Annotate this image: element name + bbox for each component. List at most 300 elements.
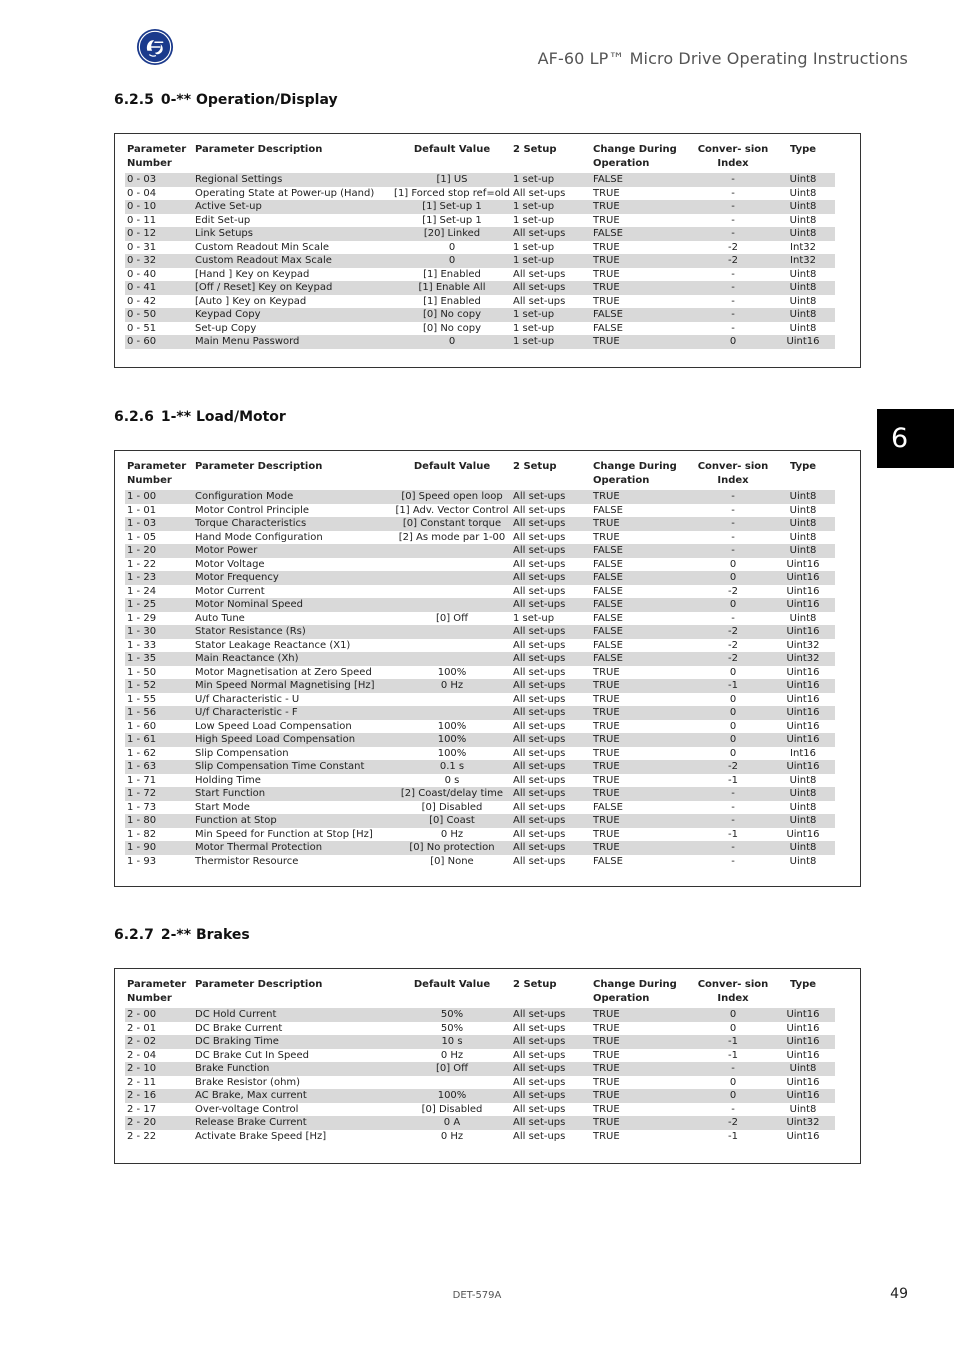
cell-parameter-number: 1 - 80 — [125, 814, 193, 828]
cell-setup: All set-ups — [513, 268, 566, 280]
cell-parameter-description: U/f Characteristic - U — [195, 693, 300, 705]
column-header-default-value: Default Value — [413, 979, 491, 990]
cell-default-value — [391, 585, 511, 599]
cell-setup: All set-ups — [511, 625, 591, 639]
cell-type: Uint8 — [789, 1103, 817, 1115]
cell-conversion-index: - — [731, 322, 735, 334]
table-row — [125, 214, 835, 228]
cell-default-value: 0 A — [391, 1116, 511, 1130]
cell-parameter-description: Motor Thermal Protection — [193, 841, 391, 855]
table-row — [125, 585, 835, 599]
cell-parameter-number: 1 - 25 — [125, 598, 193, 612]
cell-parameter-description: AC Brake, Max current — [193, 1089, 391, 1103]
cell-conversion-index: 0 — [695, 1008, 769, 1022]
cell-change-during-operation: TRUE — [593, 1130, 620, 1142]
cell-default-value: [0] No copy — [422, 322, 481, 334]
cell-change-during-operation: FALSE — [593, 639, 623, 651]
cell-type: Uint8 — [789, 774, 817, 786]
cell-type: Uint8 — [769, 814, 835, 828]
cell-parameter-description: Operating State at Power-up (Hand) — [195, 187, 375, 199]
cell-change-during-operation: TRUE — [591, 1116, 695, 1130]
cell-parameter-description: DC Brake Cut In Speed — [195, 1049, 309, 1061]
cell-conversion-index: - — [695, 281, 769, 295]
table-row — [125, 774, 835, 788]
cell-setup: All set-ups — [511, 706, 591, 720]
section-heading-brakes: 6.2.7 2-** Brakes — [114, 927, 250, 943]
cell-change-during-operation: TRUE — [591, 1062, 695, 1076]
cell-conversion-index: 0 — [729, 1076, 737, 1088]
cell-conversion-index: - — [695, 841, 769, 855]
cell-type: Uint8 — [769, 173, 835, 187]
cell-parameter-description: Activate Brake Speed [Hz] — [195, 1130, 327, 1142]
cell-conversion-index: - — [731, 214, 735, 226]
cell-parameter-description: Link Setups — [193, 227, 391, 241]
cell-parameter-description: U/f Characteristic - F — [193, 706, 391, 720]
cell-change-during-operation: TRUE — [593, 187, 620, 199]
cell-setup: All set-ups — [513, 585, 566, 597]
table-row — [125, 612, 835, 626]
cell-type: Uint16 — [769, 760, 835, 774]
cell-default-value: [2] As mode par 1-00 — [398, 531, 506, 543]
cell-parameter-number: 1 - 29 — [127, 612, 157, 624]
cell-conversion-index: - — [695, 517, 769, 531]
cell-default-value: [0] Off — [391, 1062, 511, 1076]
cell-default-value: [0] None — [430, 855, 474, 867]
cell-parameter-number: 1 - 62 — [127, 747, 157, 759]
cell-conversion-index: -1 — [728, 828, 738, 840]
cell-type: Uint16 — [786, 1022, 820, 1034]
table-row — [125, 490, 835, 504]
table-row — [125, 679, 835, 693]
cell-change-during-operation: FALSE — [591, 625, 695, 639]
cell-change-during-operation: TRUE — [591, 679, 695, 693]
cell-parameter-number: 1 - 22 — [127, 558, 157, 570]
cell-conversion-index: 0 — [729, 558, 737, 570]
cell-conversion-index: -2 — [728, 585, 738, 597]
cell-parameter-number: 1 - 82 — [127, 828, 157, 840]
cell-change-during-operation: TRUE — [593, 720, 620, 732]
cell-type: Uint8 — [769, 490, 835, 504]
cell-parameter-description: Release Brake Current — [193, 1116, 391, 1130]
cell-conversion-index: 0 — [729, 693, 737, 705]
cell-parameter-number: 2 - 16 — [125, 1089, 193, 1103]
cell-change-during-operation: TRUE — [591, 787, 695, 801]
table-row — [125, 187, 835, 201]
cell-parameter-number: 1 - 90 — [125, 841, 193, 855]
cell-parameter-number: 2 - 01 — [127, 1022, 157, 1034]
cell-type: Uint8 — [789, 855, 817, 867]
cell-parameter-description: Thermistor Resource — [195, 855, 299, 867]
cell-type: Int16 — [790, 747, 816, 759]
cell-parameter-description: Motor Magnetisation at Zero Speed — [195, 666, 372, 678]
cell-type: Uint16 — [786, 693, 820, 705]
cell-default-value — [391, 652, 511, 666]
cell-parameter-description: [Off / Reset] Key on Keypad — [193, 281, 391, 295]
cell-default-value — [391, 544, 511, 558]
table-row — [125, 517, 835, 531]
cell-default-value: [0] Coast — [391, 814, 511, 828]
column-header-change-during-operation: Change During Operation — [593, 979, 677, 1004]
cell-change-during-operation: TRUE — [591, 706, 695, 720]
cell-change-during-operation: TRUE — [591, 281, 695, 295]
document-code: DET-579A — [452, 1290, 502, 1301]
cell-parameter-number: 1 - 71 — [127, 774, 157, 786]
cell-conversion-index: 0 — [695, 335, 769, 349]
cell-setup: 1 set-up — [511, 335, 591, 349]
cell-default-value: 0 — [448, 241, 456, 253]
cell-parameter-description: Motor Current — [195, 585, 265, 597]
cell-type: Int32 — [769, 254, 835, 268]
table-row — [125, 706, 835, 720]
cell-type: Int32 — [790, 241, 816, 253]
cell-conversion-index: - — [695, 308, 769, 322]
cell-change-during-operation: FALSE — [593, 504, 623, 516]
cell-parameter-description: Auto Tune — [195, 612, 245, 624]
cell-setup: All set-ups — [511, 1089, 591, 1103]
parameter-table-box — [114, 133, 861, 368]
cell-parameter-number: 2 - 02 — [125, 1035, 193, 1049]
cell-setup: All set-ups — [513, 1103, 566, 1115]
table-row — [125, 625, 835, 639]
cell-change-during-operation: TRUE — [591, 1035, 695, 1049]
table-row — [125, 322, 835, 336]
cell-conversion-index: 0 — [729, 747, 737, 759]
cell-setup: All set-ups — [511, 733, 591, 747]
cell-type: Uint16 — [786, 666, 820, 678]
cell-default-value: [0] Constant torque — [391, 517, 511, 531]
cell-parameter-number: 1 - 50 — [127, 666, 157, 678]
cell-parameter-description: Set-up Copy — [195, 322, 257, 334]
cell-type: Uint16 — [786, 1049, 820, 1061]
cell-conversion-index: 0 — [695, 1089, 769, 1103]
cell-change-during-operation: TRUE — [591, 490, 695, 504]
cell-default-value — [391, 558, 511, 572]
cell-default-value — [391, 571, 511, 585]
table-row — [125, 652, 835, 666]
cell-setup: 1 set-up — [511, 173, 591, 187]
cell-change-during-operation: TRUE — [593, 295, 620, 307]
ge-logo-icon — [136, 28, 174, 66]
column-header-parameter-number: Parameter Number — [127, 144, 187, 169]
cell-setup: 1 set-up — [513, 214, 555, 226]
column-header-change-during-operation: Change During Operation — [593, 461, 677, 486]
cell-parameter-description: Low Speed Load Compensation — [195, 720, 352, 732]
cell-conversion-index: 0 — [695, 733, 769, 747]
table-row — [125, 268, 835, 282]
cell-type: Uint8 — [769, 841, 835, 855]
cell-parameter-number: 1 - 33 — [127, 639, 157, 651]
table-row — [125, 1035, 835, 1049]
cell-change-during-operation: TRUE — [593, 1049, 620, 1061]
table-row — [125, 693, 835, 707]
cell-default-value: [1] Set-up 1 — [391, 200, 511, 214]
cell-conversion-index: - — [731, 801, 735, 813]
table-row — [125, 747, 835, 761]
cell-type: Uint8 — [769, 544, 835, 558]
cell-parameter-number: 1 - 03 — [125, 517, 193, 531]
cell-parameter-number: 0 - 50 — [125, 308, 193, 322]
cell-default-value: 0 — [391, 254, 511, 268]
cell-type: Uint8 — [769, 517, 835, 531]
cell-parameter-description: [Hand ] Key on Keypad — [195, 268, 310, 280]
table-row — [125, 1062, 835, 1076]
cell-change-during-operation: TRUE — [591, 335, 695, 349]
cell-default-value — [391, 625, 511, 639]
cell-conversion-index: 0 — [729, 1022, 737, 1034]
cell-parameter-number: 0 - 03 — [125, 173, 193, 187]
cell-parameter-number: 0 - 11 — [127, 214, 157, 226]
cell-default-value: [0] Off — [435, 612, 469, 624]
cell-parameter-number: 0 - 60 — [125, 335, 193, 349]
table-row — [125, 558, 835, 572]
cell-change-during-operation: TRUE — [593, 747, 620, 759]
table-row — [125, 639, 835, 653]
cell-parameter-number: 2 - 11 — [127, 1076, 157, 1088]
cell-default-value: [0] Disabled — [421, 801, 483, 813]
table-row — [125, 855, 835, 869]
table-row — [125, 841, 835, 855]
cell-type: Uint16 — [769, 571, 835, 585]
cell-parameter-description: Motor Nominal Speed — [193, 598, 391, 612]
cell-change-during-operation: TRUE — [591, 841, 695, 855]
table-row — [125, 1022, 835, 1036]
cell-setup: All set-ups — [511, 227, 591, 241]
cell-default-value: 0 Hz — [440, 1130, 464, 1142]
cell-setup: 1 set-up — [513, 241, 555, 253]
cell-default-value: 0 — [391, 335, 511, 349]
cell-parameter-description: Active Set-up — [193, 200, 391, 214]
cell-setup: All set-ups — [511, 652, 591, 666]
cell-change-during-operation: FALSE — [591, 308, 695, 322]
cell-conversion-index: - — [695, 227, 769, 241]
cell-conversion-index: - — [695, 1062, 769, 1076]
cell-parameter-description: Min Speed for Function at Stop [Hz] — [195, 828, 373, 840]
cell-type: Uint8 — [769, 308, 835, 322]
cell-setup: All set-ups — [511, 517, 591, 531]
cell-parameter-description: DC Brake Current — [195, 1022, 283, 1034]
cell-parameter-description: Regional Settings — [193, 173, 391, 187]
cell-setup: All set-ups — [511, 787, 591, 801]
cell-type: Uint16 — [769, 733, 835, 747]
cell-conversion-index: - — [695, 814, 769, 828]
cell-parameter-description: Main Reactance (Xh) — [193, 652, 391, 666]
cell-type: Uint16 — [786, 585, 820, 597]
table-row — [125, 335, 835, 349]
cell-parameter-number: 2 - 20 — [125, 1116, 193, 1130]
table-header-row — [125, 978, 835, 1008]
cell-type: Uint8 — [789, 504, 817, 516]
cell-setup: All set-ups — [513, 1076, 566, 1088]
column-header-setup: 2 Setup — [513, 144, 557, 155]
cell-type: Uint8 — [769, 787, 835, 801]
column-header-parameter-number: Parameter Number — [127, 979, 187, 1004]
cell-setup: All set-ups — [511, 1062, 591, 1076]
cell-default-value: [1] Set-up 1 — [422, 214, 482, 226]
cell-conversion-index: -1 — [728, 774, 738, 786]
cell-conversion-index: 0 — [695, 571, 769, 585]
table-row — [125, 531, 835, 545]
cell-parameter-number: 1 - 63 — [125, 760, 193, 774]
column-header-conversion-index: Conver- sion Index — [697, 979, 769, 1004]
column-header-default-value: Default Value — [413, 144, 491, 155]
column-header-parameter-description: Parameter Description — [195, 979, 323, 990]
table-row — [125, 760, 835, 774]
cell-change-during-operation: FALSE — [593, 801, 623, 813]
cell-setup: All set-ups — [511, 760, 591, 774]
table-row — [125, 544, 835, 558]
cell-parameter-description: Motor Power — [193, 544, 391, 558]
cell-parameter-number: 0 - 40 — [127, 268, 157, 280]
table-row — [125, 254, 835, 268]
cell-default-value: 0 Hz — [440, 1049, 464, 1061]
cell-conversion-index: - — [731, 855, 735, 867]
parameter-table-brakes — [125, 978, 835, 1143]
table-row — [125, 1103, 835, 1117]
table-row — [125, 801, 835, 815]
cell-change-during-operation: TRUE — [593, 214, 620, 226]
table-row — [125, 200, 835, 214]
cell-parameter-number: 1 - 35 — [125, 652, 193, 666]
cell-change-during-operation: TRUE — [591, 200, 695, 214]
cell-conversion-index: - — [731, 612, 735, 624]
cell-setup: All set-ups — [513, 747, 566, 759]
cell-type: Uint8 — [769, 200, 835, 214]
cell-type: Uint16 — [786, 1130, 820, 1142]
cell-setup: All set-ups — [513, 558, 566, 570]
cell-parameter-description: Motor Control Principle — [195, 504, 310, 516]
cell-type: Uint8 — [769, 1062, 835, 1076]
cell-conversion-index: -2 — [728, 639, 738, 651]
cell-default-value: 50% — [391, 1008, 511, 1022]
cell-default-value — [391, 1076, 511, 1090]
cell-default-value: [1] Forced stop ref=old — [394, 187, 510, 199]
cell-change-during-operation: TRUE — [593, 1076, 620, 1088]
cell-type: Uint8 — [769, 281, 835, 295]
cell-conversion-index: 0 — [729, 666, 737, 678]
cell-type: Uint16 — [769, 1089, 835, 1103]
cell-default-value: [1] US — [391, 173, 511, 187]
cell-parameter-description: Hand Mode Configuration — [195, 531, 323, 543]
cell-parameter-description: Function at Stop — [193, 814, 391, 828]
cell-conversion-index: - — [731, 268, 735, 280]
cell-conversion-index: -1 — [695, 1035, 769, 1049]
column-header-conversion-index: Conver- sion Index — [697, 144, 769, 169]
cell-conversion-index: -1 — [728, 1130, 738, 1142]
cell-setup: All set-ups — [513, 1022, 566, 1034]
cell-change-during-operation: FALSE — [591, 571, 695, 585]
cell-default-value: 0 s — [444, 774, 460, 786]
cell-parameter-number: 1 - 56 — [125, 706, 193, 720]
cell-conversion-index: - — [731, 1103, 735, 1115]
cell-setup: All set-ups — [511, 1116, 591, 1130]
cell-default-value: 100% — [437, 747, 467, 759]
cell-change-during-operation: TRUE — [593, 828, 620, 840]
cell-parameter-number: 1 - 23 — [125, 571, 193, 585]
table-row — [125, 598, 835, 612]
cell-default-value — [391, 693, 511, 707]
cell-change-during-operation: TRUE — [593, 666, 620, 678]
cell-setup: 1 set-up — [511, 200, 591, 214]
cell-setup: All set-ups — [511, 281, 591, 295]
cell-setup: All set-ups — [513, 693, 566, 705]
cell-conversion-index: -2 — [695, 1116, 769, 1130]
cell-setup: All set-ups — [513, 666, 566, 678]
cell-change-during-operation: TRUE — [591, 733, 695, 747]
cell-type: Uint16 — [769, 1008, 835, 1022]
cell-setup: All set-ups — [513, 639, 566, 651]
cell-conversion-index: - — [695, 173, 769, 187]
cell-parameter-description: Motor Frequency — [193, 571, 391, 585]
column-header-conversion-index: Conver- sion Index — [697, 461, 769, 486]
cell-conversion-index: - — [731, 295, 735, 307]
cell-change-during-operation: FALSE — [593, 612, 623, 624]
cell-type: Uint8 — [789, 531, 817, 543]
cell-type: Uint8 — [789, 295, 817, 307]
cell-type: Uint32 — [769, 1116, 835, 1130]
cell-setup: All set-ups — [513, 720, 566, 732]
cell-parameter-number: 1 - 60 — [127, 720, 157, 732]
cell-change-during-operation: TRUE — [591, 814, 695, 828]
cell-parameter-number: 0 - 04 — [127, 187, 157, 199]
cell-conversion-index: -2 — [695, 760, 769, 774]
cell-parameter-description: Custom Readout Max Scale — [193, 254, 391, 268]
cell-parameter-description: Min Speed Normal Magnetising [Hz] — [193, 679, 391, 693]
table-row — [125, 733, 835, 747]
cell-parameter-description: Custom Readout Min Scale — [195, 241, 329, 253]
cell-conversion-index: -2 — [695, 652, 769, 666]
cell-setup: All set-ups — [513, 531, 566, 543]
cell-change-during-operation: TRUE — [593, 774, 620, 786]
cell-parameter-description: Slip Compensation Time Constant — [193, 760, 391, 774]
cell-parameter-number: 0 - 12 — [125, 227, 193, 241]
cell-parameter-number: 1 - 05 — [127, 531, 157, 543]
cell-setup: All set-ups — [511, 1035, 591, 1049]
cell-parameter-number: 0 - 31 — [127, 241, 157, 253]
cell-parameter-number: 1 - 01 — [127, 504, 157, 516]
cell-parameter-number: 2 - 04 — [127, 1049, 157, 1061]
cell-conversion-index: - — [695, 490, 769, 504]
table-row — [125, 1008, 835, 1022]
cell-parameter-description: Start Mode — [195, 801, 250, 813]
cell-setup: All set-ups — [513, 774, 566, 786]
cell-parameter-number: 1 - 61 — [125, 733, 193, 747]
cell-parameter-number: 1 - 52 — [125, 679, 193, 693]
cell-conversion-index: 0 — [729, 720, 737, 732]
cell-parameter-description: Edit Set-up — [195, 214, 251, 226]
cell-change-during-operation: TRUE — [591, 254, 695, 268]
cell-parameter-description: DC Hold Current — [193, 1008, 391, 1022]
cell-change-during-operation: FALSE — [591, 173, 695, 187]
cell-parameter-number: 1 - 20 — [125, 544, 193, 558]
page-number: 49 — [890, 1286, 908, 1302]
cell-setup: All set-ups — [511, 571, 591, 585]
table-header-row — [125, 143, 835, 173]
cell-default-value: [1] Adv. Vector Control — [395, 504, 509, 516]
table-row — [125, 828, 835, 842]
document-title: AF-60 LP™ Micro Drive Operating Instructions — [537, 49, 908, 68]
cell-default-value — [391, 598, 511, 612]
cell-type: Uint16 — [769, 679, 835, 693]
cell-parameter-description: Brake Resistor (ohm) — [195, 1076, 301, 1088]
cell-conversion-index: 0 — [695, 598, 769, 612]
table-row — [125, 571, 835, 585]
cell-parameter-number: 0 - 10 — [125, 200, 193, 214]
parameter-table-box — [114, 450, 861, 887]
cell-default-value: [1] Enable All — [391, 281, 511, 295]
cell-setup: All set-ups — [511, 598, 591, 612]
column-header-parameter-description: Parameter Description — [195, 461, 323, 472]
column-header-setup: 2 Setup — [513, 979, 557, 990]
